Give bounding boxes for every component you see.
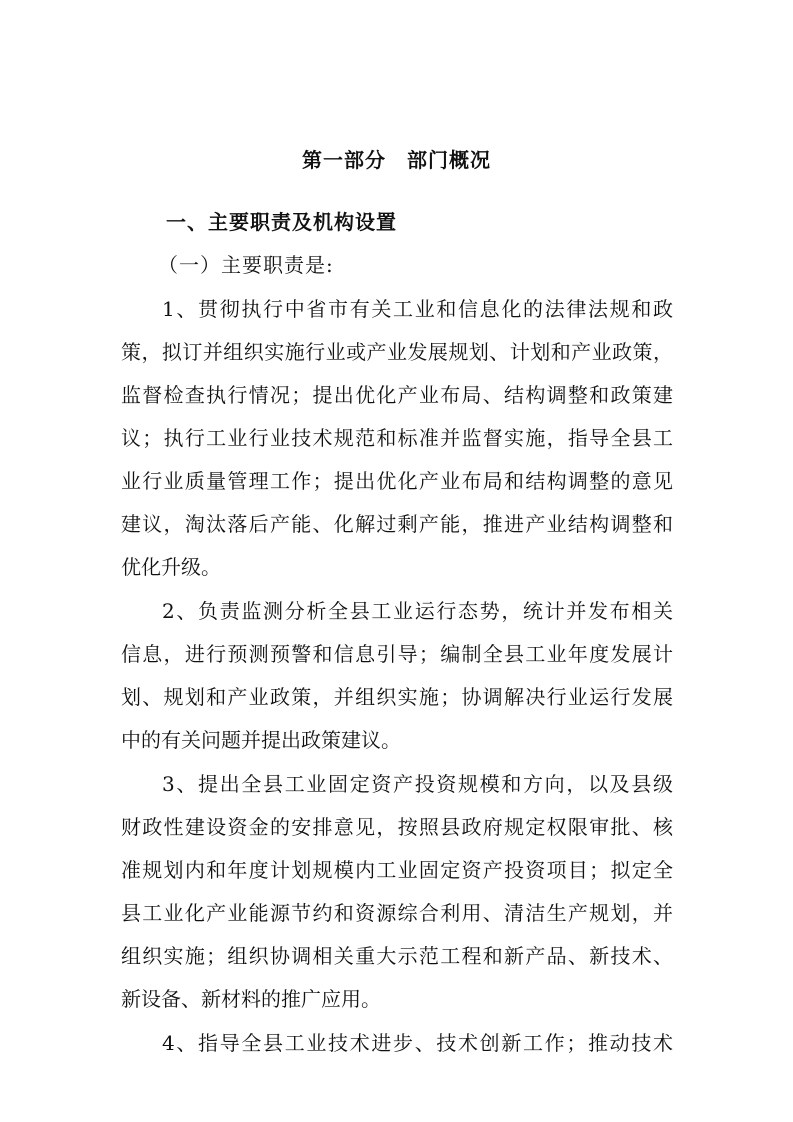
- paragraph-2-line-4: 中的有关问题并提出政策建议。: [121, 728, 401, 752]
- paragraph-3-line-6: 新设备、新材料的推广应用。: [121, 987, 381, 1011]
- part-title: 第一部分 部门概况: [302, 148, 491, 172]
- paragraph-3-line-1: 3、提出全县工业固定资产投资规模和方向，以及县级: [162, 772, 673, 796]
- paragraph-1-line-2: 策，拟订并组织实施行业或产业发展规划、计划和产业政策，: [121, 340, 673, 364]
- paragraph-2-line-2: 信息，进行预测预警和信息引导；编制全县工业年度发展计: [121, 642, 673, 666]
- paragraph-1-line-7: 优化升级。: [121, 555, 221, 579]
- paragraph-2-line-3: 划、规划和产业政策，并组织实施；协调解决行业运行发展: [121, 685, 673, 709]
- section-heading: 一、主要职责及机构设置: [166, 210, 397, 234]
- paragraph-3-line-4: 县工业化产业能源节约和资源综合利用、清洁生产规划，并: [121, 901, 673, 925]
- paragraph-3-line-5: 组织实施；组织协调相关重大示范工程和新产品、新技术、: [121, 944, 673, 968]
- paragraph-3-line-3: 准规划内和年度计划规模内工业固定资产投资项目；拟定全: [121, 858, 673, 882]
- paragraph-1-line-6: 建议，淘汰落后产能、化解过剩产能，推进产业结构调整和: [121, 512, 673, 536]
- paragraph-4-line-1: 4、指导全县工业技术进步、技术创新工作；推动技术: [162, 1031, 673, 1055]
- paragraph-3-line-2: 财政性建设资金的安排意见，按照县政府规定权限审批、核: [121, 815, 673, 839]
- sub-heading: （一）主要职责是:: [158, 253, 334, 277]
- paragraph-2-line-1: 2、负责监测分析全县工业运行态势，统计并发布相关: [162, 599, 673, 623]
- paragraph-1-line-3: 监督检查执行情况；提出优化产业布局、结构调整和政策建: [121, 383, 673, 407]
- paragraph-1-line-5: 业行业质量管理工作；提出优化产业布局和结构调整的意见: [121, 469, 673, 493]
- paragraph-1-line-1: 1、贯彻执行中省市有关工业和信息化的法律法规和政: [162, 297, 673, 321]
- paragraph-1-line-4: 议；执行工业行业技术规范和标准并监督实施，指导全县工: [121, 426, 673, 450]
